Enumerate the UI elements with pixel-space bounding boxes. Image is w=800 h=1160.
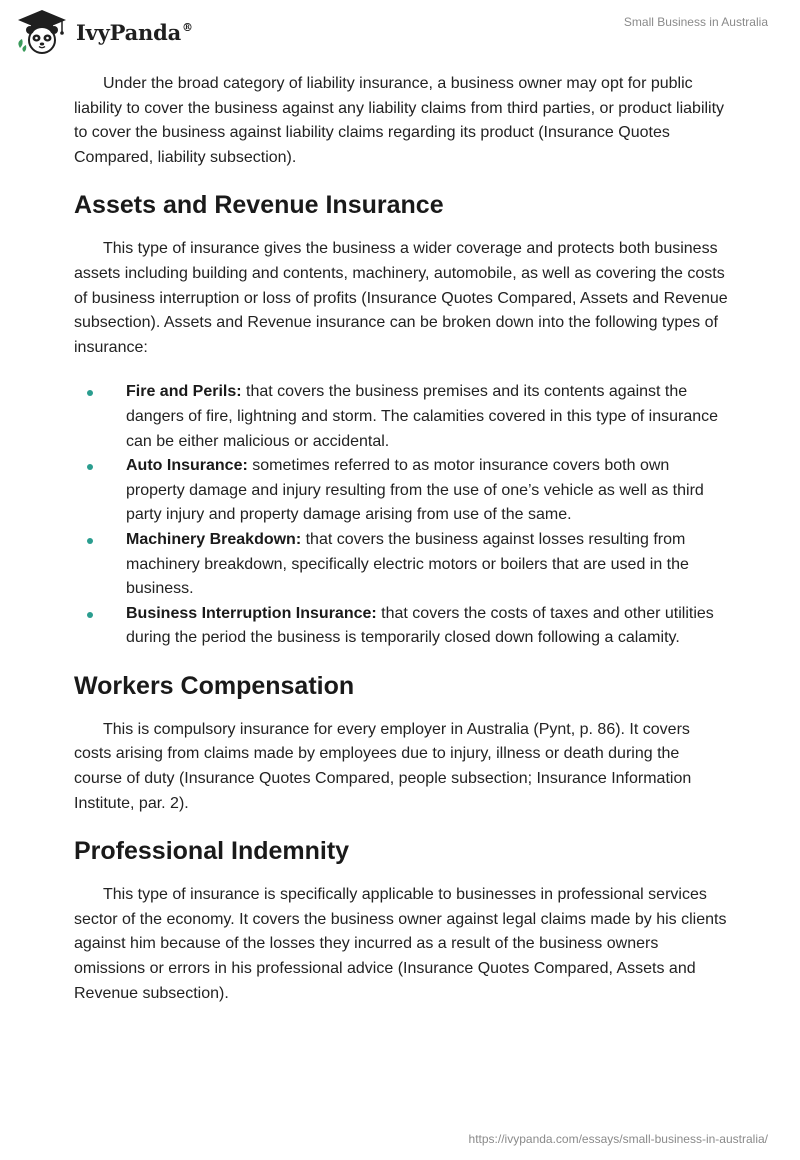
panda-graduate-icon [14,8,70,56]
professional-indemnity-paragraph: This type of insurance is specifically applicable to businesses in professional services sector of the economy. It covers the business owner against legal claims made by his clients against him because of the losses they incurred as a result of the business owners omissions or errors in his professional advice (Insurance Quotes Compared, Assets and Revenue subsection). [74,886,727,1002]
bullet-icon [87,538,93,544]
footer-url[interactable]: https://ivypanda.com/essays/small-business-in-australia/ [468,1132,768,1146]
list-item-text: that covers the costs of taxes and other utilities during the period the business is temporarily closed down following a calamity. [126,604,714,647]
list-item-term: Auto Insurance: [126,457,248,475]
section-heading-professional-indemnity: Professional Indemnity [74,837,350,866]
list-item-text: that covers the business against losses resulting from machinery breakdown, specifically electric motors or boilers that are used in the business. [126,530,689,598]
essay-content [74,72,728,1006]
bullet-icon [87,612,93,618]
bullet-icon [87,464,93,470]
document-title: Small Business in Australia [623,15,768,29]
insurance-types-list [74,380,728,651]
section-heading-assets-revenue: Assets and Revenue Insurance [74,191,444,220]
workers-compensation-paragraph: This is compulsory insurance for every employer in Australia (Pynt, p. 86). It covers costs arising from claims made by employees due to injury, illness or death during the course of duty (Insurance Quotes Compared, people subsection; Insurance Information Institute, par. 2). [74,720,692,812]
list-item [74,528,728,602]
list-item-text: that covers the business premises and its contents against the dangers of fire, lightning and storm. The calamities covered in this type of insurance can be either malicious or accidental. [126,383,719,450]
registered-mark: ® [182,20,193,34]
bullet-icon [87,390,93,396]
intro-paragraph: Under the broad category of liability insurance, a business owner may opt for public liability to cover the business against any liability claims from third parties, or product liability to cover the business against liability claims regarding its product (Insurance Quotes Compared, liability subsection). [74,75,725,166]
list-item [74,380,728,454]
list-item-term: Business Interruption Insurance: [126,604,377,622]
assets-revenue-paragraph: This type of insurance gives the business a wider coverage and protects both business assets including building and contents, machinery, automobile, as well as covering the costs of business interruption or loss of profits (Insurance Quotes Compared, Assets and Revenue subsection). Assets and Revenue insurance can be broken down into the following types of insurance: [74,240,728,356]
ivypanda-logo[interactable] [14,8,193,56]
brand-name: IvyPanda® [76,19,193,45]
page-header [0,0,800,70]
list-item [74,602,728,651]
list-item [74,454,728,528]
list-item-text: sometimes referred to as motor insurance covers both own property damage and injury resulting from the use of one’s vehicle as well as third party injury and property damage arising from use of the same. [126,457,704,524]
list-item-term: Machinery Breakdown: [126,530,302,548]
section-heading-workers-compensation: Workers Compensation [74,671,355,700]
list-item-term: Fire and Perils: [126,383,242,401]
